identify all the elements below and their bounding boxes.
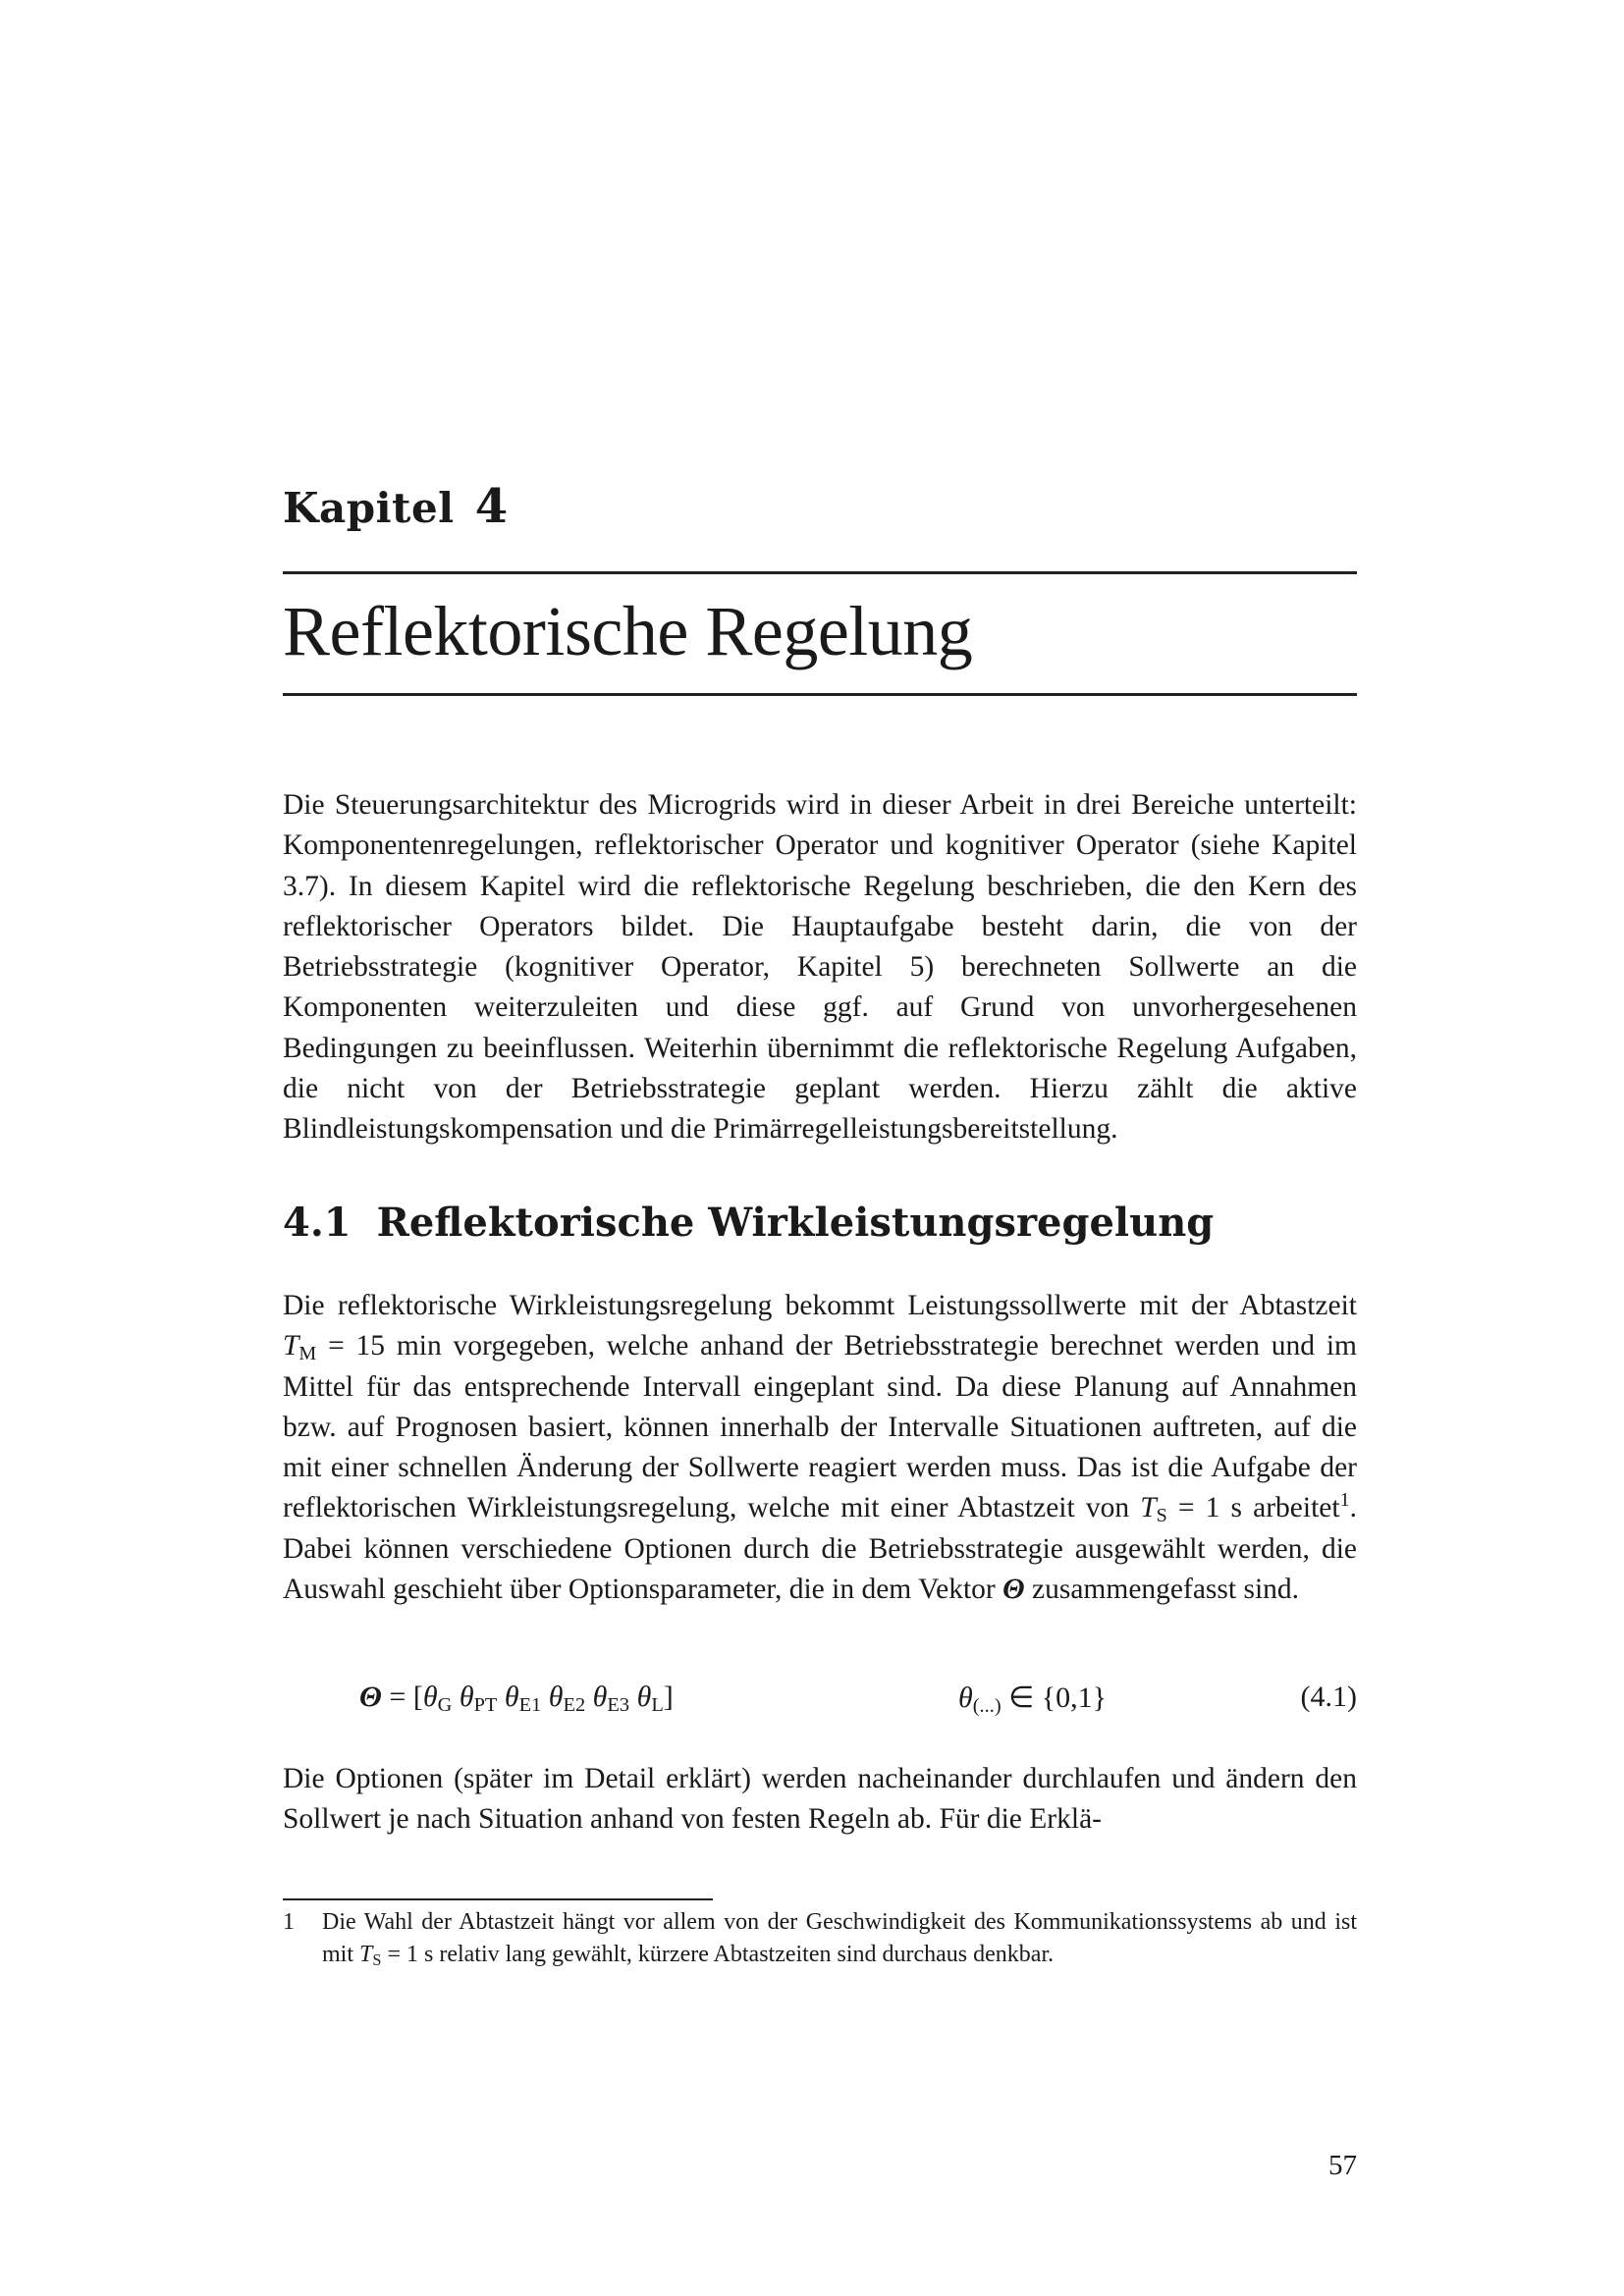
intro-paragraph: Die Steuerungsarchitektur des Microgrids wird in dieser Arbeit in drei Bereiche unterteilt: Komponentenregelungen, reflektorischer Operator und kognitiver Operator (siehe Kapitel 3.7). In diesem Kapitel wird die reflektorische Regelung beschrieben, die den Kern des reflektorischer Operators bildet. Die Hauptaufgabe besteht darin, die von der Betriebsstrategie (kognitiver Operator, Kapitel 5) berechneten Sollwerte an die Komponenten weiterzuleiten und diese ggf. auf Grund von unvorhergesehenen Bedingungen zu beeinflussen. Weiterhin übernimmt die reflektorische Regelung Aufgaben, die nicht von der Betriebsstrategie geplant werden. Hierzu zählt die aktive Blindleistungskompensation und die Primärregelleistungsbereitstellung. <box>283 789 1357 1146</box>
equation-condition: $\theta_{(...)}$ ∈ {0,1} <box>958 1682 1108 1718</box>
equation-number: (4.1) <box>1300 1681 1357 1713</box>
footnote-rule <box>283 1898 713 1900</box>
chapter-top-rule <box>283 571 1357 574</box>
footnote-text: Die Wahl der Abtastzeit hängt vor allem von der Geschwindigkeit des Kommunikationssystems ab und ist mit $T_S = 1$ s relativ lang gewählt, kürzere Abtastzeiten sind durchaus denkbar. <box>322 1909 1357 1970</box>
section-heading <box>283 1200 1214 1246</box>
equation-4-1 <box>283 1681 1357 1726</box>
footnote-reference[interactable]: 1 <box>1339 1489 1350 1512</box>
section-paragraph-1: Die reflektorische Wirkleistungsregelung bekommt Leistungssollwerte mit der Abtastzeit $T_M = 15$ min vorgegeben, welche anhand der Betriebsstrategie berechnet werden und im Mittel für das entsprechende Intervall eingeplant sind. Da diese Planung auf Annahmen bzw. auf Prognosen basiert, können innerhalb der Intervalle Situationen auftreten, auf die mit einer schnellen Änderung der Sollwerte reagiert werden muss. Das ist die Aufgabe der reflektorischen Wirkleistungsregelung, welche mit einer Abtastzeit von $T_S = 1$ s arbeitet$^1$. Dabei können verschiedene Optionen durch die Betriebsstrategie ausgewählt werden, die Auswahl geschieht über Optionsparameter, die in dem Vektor Θ zusammengefasst sind. <box>283 1290 1357 1606</box>
section-title: Reflektorische Wirkleistungsregelung <box>376 1200 1215 1246</box>
chapter-bottom-rule <box>283 693 1357 696</box>
page-number: 57 <box>1328 2150 1357 2181</box>
page <box>283 0 1357 2296</box>
chapter-label-text: Kapitel <box>283 484 455 532</box>
equation-lhs: $\Theta = [\theta_G$ $\theta_{PT}$ $\theta_{E1}$ $\theta_{E2}$ $\theta_{E3}$ $\theta_L$] <box>359 1681 674 1717</box>
footnote-mark: 1 <box>283 1909 295 1935</box>
chapter-title: Reflektorische Regelung <box>283 592 973 670</box>
footnote <box>283 1906 1357 1971</box>
section-number: 4.1 <box>283 1200 352 1246</box>
chapter-label <box>283 479 509 534</box>
section-paragraph-2: Die Optionen (später im Detail erklärt) werden nacheinander durchlaufen und ändern den Sollwert je nach Situation anhand von festen Regeln ab. Für die Erklä- <box>283 1763 1357 1836</box>
chapter-number: 4 <box>474 479 509 534</box>
